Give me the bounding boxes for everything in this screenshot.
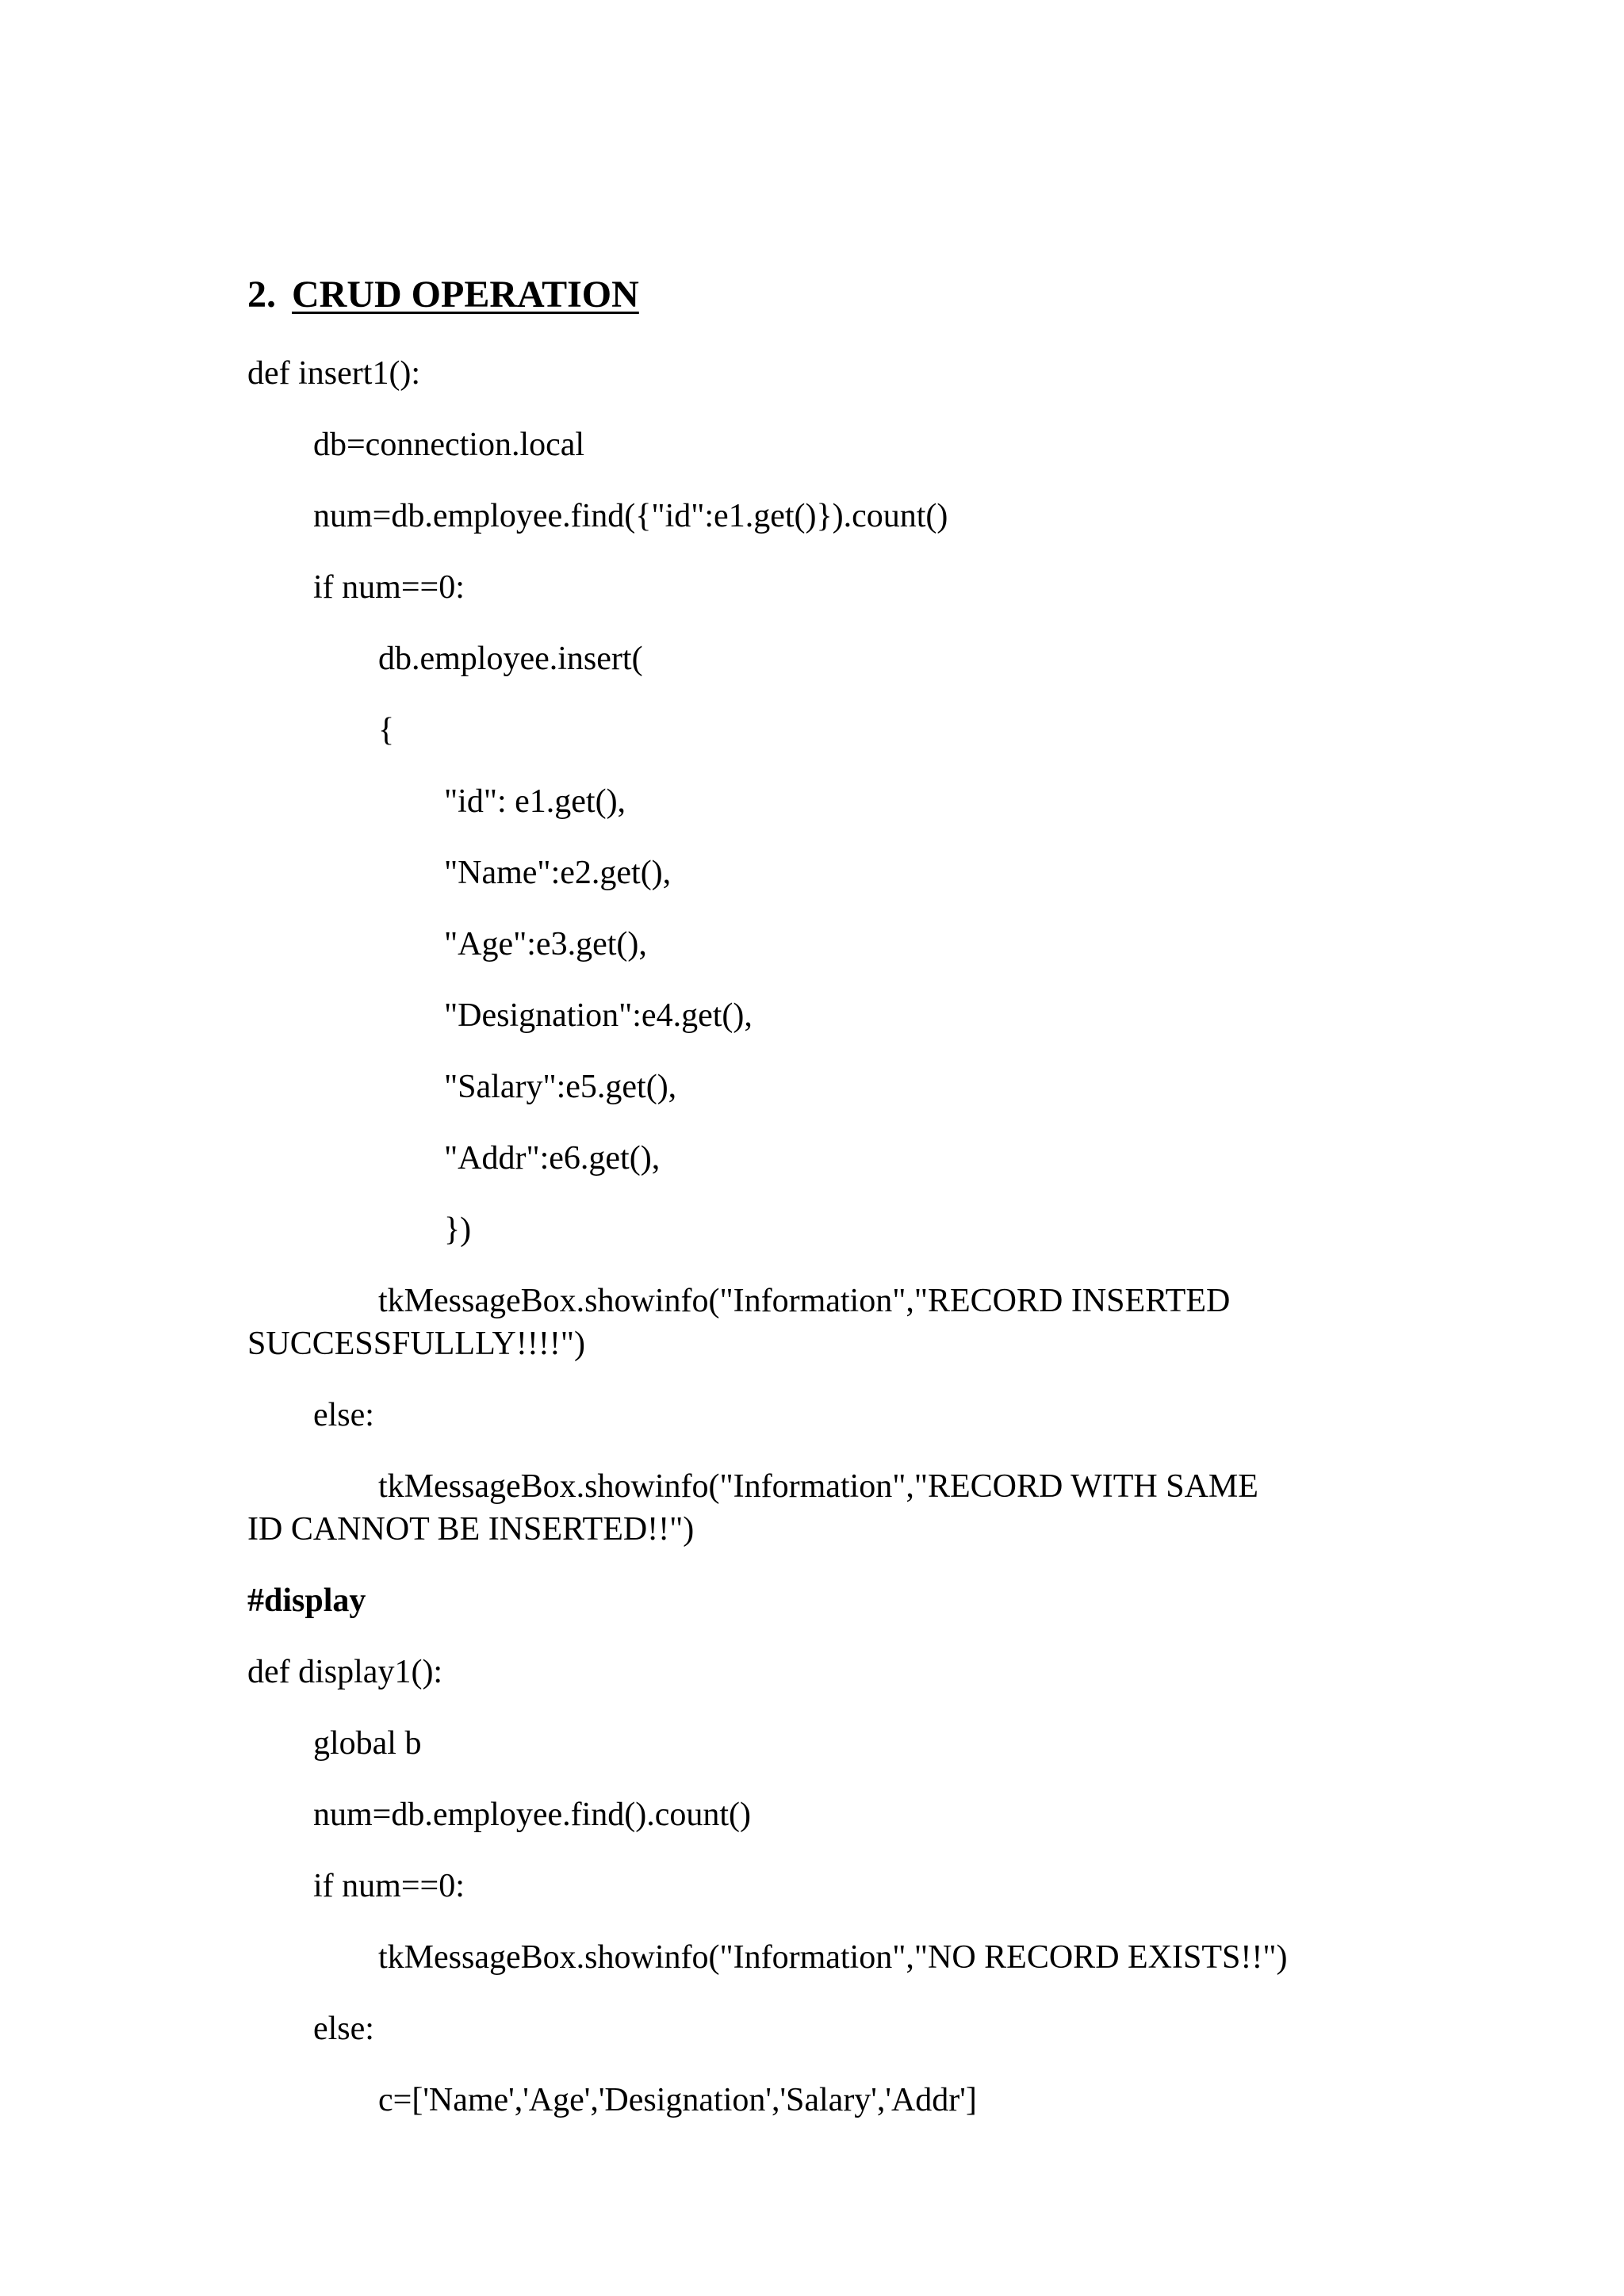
- code-line-wrapped: tkMessageBox.showinfo("Information","RECORD WITH SAME ID CANNOT BE INSERTED!!"): [247, 1468, 1258, 1548]
- code-line: c=['Name','Age','Designation','Salary','Addr']: [378, 2082, 977, 2118]
- code-line-def-insert: def insert1():: [247, 355, 421, 392]
- code-line: num=db.employee.find({"id":e1.get()}).count(): [313, 498, 948, 534]
- code-line-def-display: def display1():: [247, 1654, 443, 1690]
- code-line: "Addr":e6.get(),: [444, 1140, 661, 1177]
- code-line: "Age":e3.get(),: [444, 926, 647, 962]
- code-line: "id": e1.get(),: [444, 783, 626, 820]
- section-number: 2.: [247, 274, 276, 316]
- code-line: "Designation":e4.get(),: [444, 997, 753, 1034]
- code-line: tkMessageBox.showinfo("Information","NO RECORD EXISTS!!"): [378, 1939, 1288, 1976]
- code-line: {: [378, 712, 395, 748]
- code-line-wrapped: tkMessageBox.showinfo("Information","RECORD INSERTED SUCCESSFULLLY!!!!"): [247, 1283, 1231, 1362]
- code-line: global b: [313, 1725, 422, 1762]
- section-title: CRUD OPERATION: [292, 274, 639, 316]
- code-line: else:: [313, 1397, 374, 1433]
- code-line: db.employee.insert(: [378, 641, 643, 677]
- code-line: num=db.employee.find().count(): [313, 1797, 752, 1833]
- code-line: db=connection.local: [313, 427, 585, 463]
- code-line: "Salary":e5.get(),: [444, 1069, 677, 1105]
- code-line: else:: [313, 2011, 374, 2047]
- section-heading: [247, 270, 639, 320]
- code-line: if num==0:: [313, 569, 465, 606]
- code-line: if num==0:: [313, 1868, 465, 1904]
- code-line: }): [444, 1211, 472, 1248]
- comment-heading: #display: [247, 1582, 366, 1619]
- code-line: "Name":e2.get(),: [444, 855, 672, 891]
